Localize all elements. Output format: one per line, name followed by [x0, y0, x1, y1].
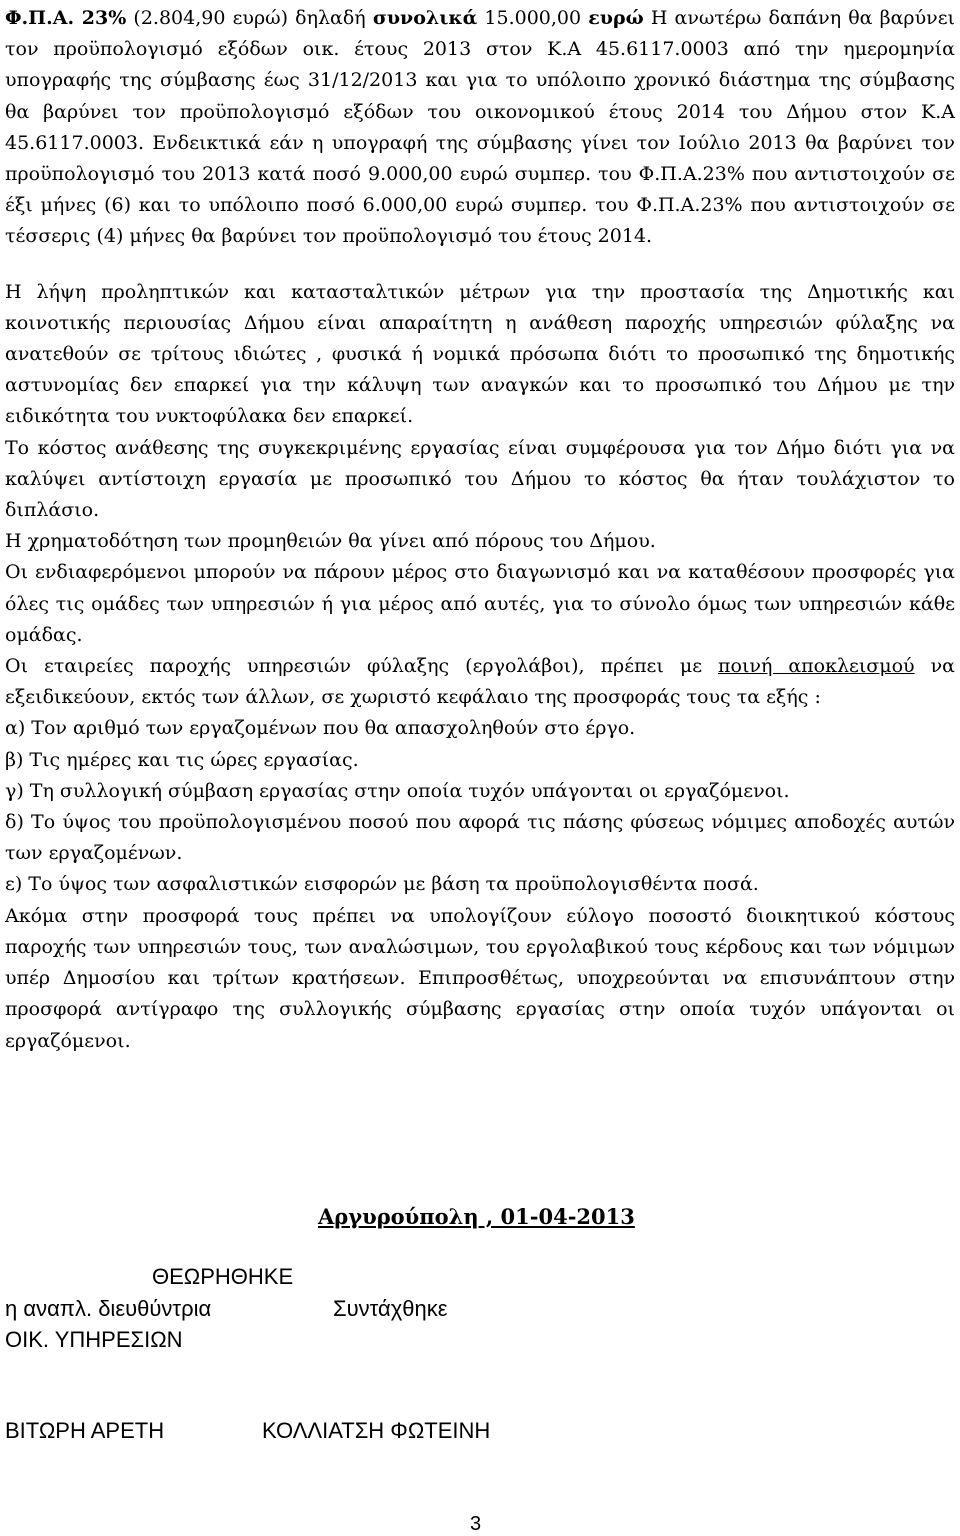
requirements-tail: να εξειδικεύουν, εκτός των άλλων, σε χωριστό κεφάλαιο της προσφοράς τους τα εξής :: [5, 655, 955, 709]
signatory-left-name: ΒΙΤΩΡΗ ΑΡΕΤΗ: [5, 1418, 165, 1443]
requirements-intro: Οι εταιρείες παροχής υπηρεσιών φύλαξης (εργολάβοι), πρέπει με: [5, 655, 719, 678]
list-item-c: γ) Τη συλλογική σύμβαση εργασίας στην οποία τυχόν υπάγονται οι εργαζόμενοι.: [5, 779, 790, 802]
offer-paragraph: Ακόμα στην προσφορά τους πρέπει να υπολογίζουν εύλογο ποσοστό διοικητικού κόστους παροχής των υπηρεσιών τους, των αναλώσιμων, του εργολαβικού τους κέρδους και των νόμιμων υπέρ Δημοσίου και τρίτων κρατήσεων. Επιπροσθέτως, υποχρεούνται να επισυνάπτουν στην προσφορά αντίγραφο της συλλογικής σύμβασης εργασίας στην οποία τυχόν υπάγονται οι εργαζόμενοι.: [5, 904, 955, 1052]
list-item-e: ε) Το ύψος των ασφαλιστικών εισφορών με βάση τα προϋπολογισθέντα ποσά.: [5, 873, 759, 896]
role-line-2: ΟΙΚ. ΥΠΗΡΕΣΙΩΝ: [5, 1327, 183, 1352]
requirements-paragraph: [5, 651, 955, 713]
list-item-b: β) Τις ημέρες και τις ώρες εργασίας.: [5, 748, 359, 771]
signature-date: Αργυρούπολη , 01-04-2013: [318, 1204, 635, 1229]
drafted-label: Συντάχθηκε: [333, 1296, 448, 1321]
page-number: 3: [470, 1513, 482, 1535]
document-page: [5, 0, 955, 1057]
currency-label: ευρώ: [588, 7, 644, 29]
exclusion-penalty: ποινή αποκλεισμού: [718, 655, 915, 678]
role-line-1: η αναπλ. διευθύντρια: [5, 1296, 212, 1321]
budget-paragraph: [5, 3, 955, 253]
total-amount: 15.000,00: [477, 7, 589, 29]
participation-paragraph: Οι ενδιαφερόμενοι μπορούν να πάρουν μέρος στο διαγωνισμό και να καταθέσουν προσφορές για όλες τις ομάδες των υπηρεσιών ή για μέρος από αυτές, για το σύνολο όμως των υπηρεσιών κάθε ομάδας.: [5, 561, 955, 646]
list-item-d: δ) Το ύψος του προϋπολογισμένου ποσού που αφορά τις πάσης φύσεως νόμιμες αποδοχές αυτών των εργαζομένων.: [5, 811, 955, 865]
list-item-a: α) Τον αριθμό των εργαζομένων που θα απασχοληθούν στο έργο.: [5, 717, 636, 740]
vat-amount-text: (2.804,90 ευρώ) δηλαδή: [126, 7, 373, 29]
funding-paragraph: Η χρηματοδότηση των προμηθειών θα γίνει από πόρους του Δήμου.: [5, 530, 656, 553]
vat-label: Φ.Π.Α. 23%: [5, 7, 127, 29]
justification-paragraph: Η λήψη προληπτικών και κατασταλτικών μέτρων για την προστασία της Δημοτικής και κοινοτικής περιουσίας Δήμου είναι απαραίτητη η ανάθεση παροχής υπηρεσιών φύλαξης να ανατεθούν σε τρίτους ιδιώτες , φυσικά ή νομικά πρόσωπα διότι το προσωπικό της δημοτικής αστυνομίας δεν επαρκεί για την κάλυψη των αναγκών και το προσωπικό του Δήμου με την ειδικότητα του νυκτοφύλακα δεν επαρκεί.: [5, 280, 955, 428]
seen-label: ΘΕΩΡΗΘΗΚΕ: [152, 1264, 294, 1289]
signatory-right-name: ΚΟΛΛΙΑΤΣΗ ΦΩΤΕΙΝΗ: [262, 1418, 491, 1443]
budget-text: Η ανωτέρω δαπάνη θα βαρύνει τον προϋπολογισμό εξόδων οικ. έτους 2013 στον Κ.Α 45.6117.0003 από την ημερομηνία υπογραφής της σύμβασης έως 31/12/2013 και για το υπόλοιπο χρονικό διάστημα της σύμβασης θα βαρύνει τον προϋπολογισμό εξόδων του οικονομικού έτους 2014 του Δήμου στον Κ.Α 45.6117.0003. Ενδεικτικά εάν η υπογραφή της σύμβασης γίνει τον Ιούλιο 2013 θα βαρύνει τον προϋπολογισμό του 2013 κατά ποσό 9.000,00 ευρώ συμπερ. του Φ.Π.Α.23% που αντιστοιχούν σε έξι μήνες (6) και το υπόλοιπο ποσό 6.000,00 ευρώ συμπερ. του Φ.Π.Α.23% που αντιστοιχούν σε τέσσερις (4) μήνες θα βαρύνει τον προϋπολογισμό του έτους 2014.: [5, 7, 955, 248]
cost-paragraph: Το κόστος ανάθεσης της συγκεκριμένης εργασίας είναι συμφέρουσα για τον Δήμο διότι για να καλύψει αντίστοιχη εργασία με προσωπικό του Δήμου το κόστος θα ήταν τουλάχιστον το διπλάσιο.: [5, 436, 955, 522]
total-label: συνολικά: [372, 7, 478, 29]
